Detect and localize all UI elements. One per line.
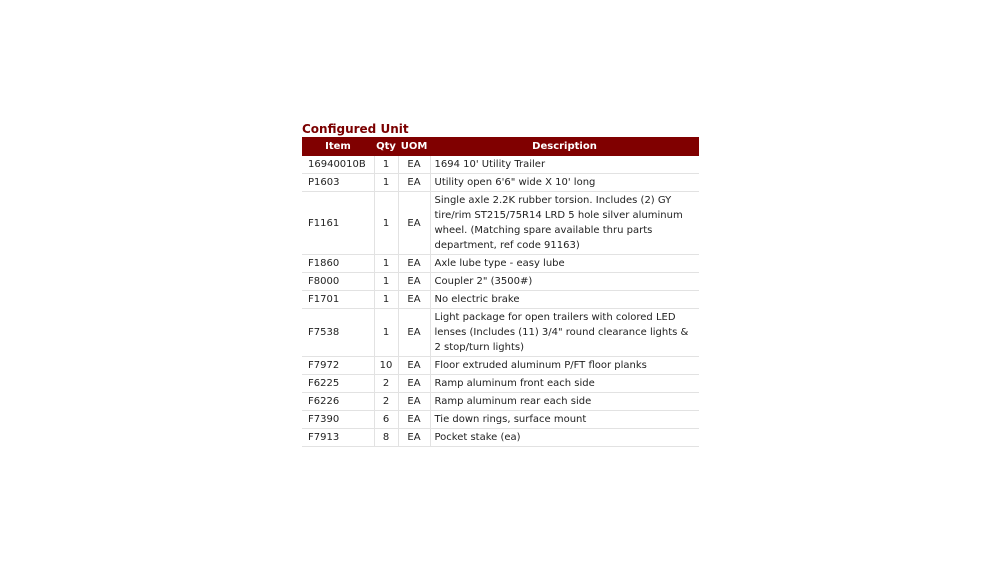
item-cell: F8000 bbox=[302, 273, 374, 291]
uom-cell: EA bbox=[398, 192, 430, 255]
item-cell: F7913 bbox=[302, 429, 374, 447]
table-row bbox=[302, 411, 699, 429]
qty-cell: 1 bbox=[374, 174, 398, 192]
description-cell: Light package for open trailers with colored LED lenses (Includes (11) 3/4" round clearance lights & 2 stop/turn lights) bbox=[430, 309, 699, 357]
column-header-qty: Qty bbox=[374, 137, 398, 156]
item-cell: F6226 bbox=[302, 393, 374, 411]
description-cell: Ramp aluminum rear each side bbox=[430, 393, 699, 411]
item-cell: 16940010B bbox=[302, 156, 374, 174]
description-cell: Utility open 6'6" wide X 10' long bbox=[430, 174, 699, 192]
table-row bbox=[302, 192, 699, 255]
description-cell: Tie down rings, surface mount bbox=[430, 411, 699, 429]
item-cell: F6225 bbox=[302, 375, 374, 393]
table-row bbox=[302, 357, 699, 375]
description-cell: Ramp aluminum front each side bbox=[430, 375, 699, 393]
item-cell: F7390 bbox=[302, 411, 374, 429]
qty-cell: 1 bbox=[374, 309, 398, 357]
uom-cell: EA bbox=[398, 357, 430, 375]
column-header-description: Description bbox=[430, 137, 699, 156]
uom-cell: EA bbox=[398, 309, 430, 357]
table-row bbox=[302, 255, 699, 273]
uom-cell: EA bbox=[398, 255, 430, 273]
table-header-row bbox=[302, 137, 699, 156]
item-cell: F1701 bbox=[302, 291, 374, 309]
column-header-item: Item bbox=[302, 137, 374, 156]
configured-unit-section bbox=[302, 121, 699, 447]
qty-cell: 1 bbox=[374, 273, 398, 291]
uom-cell: EA bbox=[398, 174, 430, 192]
qty-cell: 1 bbox=[374, 255, 398, 273]
table-row bbox=[302, 309, 699, 357]
description-cell: Floor extruded aluminum P/FT floor planks bbox=[430, 357, 699, 375]
uom-cell: EA bbox=[398, 156, 430, 174]
uom-cell: EA bbox=[398, 393, 430, 411]
qty-cell: 1 bbox=[374, 156, 398, 174]
table-row bbox=[302, 375, 699, 393]
section-title: Configured Unit bbox=[302, 122, 409, 136]
uom-cell: EA bbox=[398, 375, 430, 393]
uom-cell: EA bbox=[398, 291, 430, 309]
qty-cell: 8 bbox=[374, 429, 398, 447]
uom-cell: EA bbox=[398, 411, 430, 429]
qty-cell: 10 bbox=[374, 357, 398, 375]
qty-cell: 1 bbox=[374, 192, 398, 255]
description-cell: Axle lube type - easy lube bbox=[430, 255, 699, 273]
item-cell: F7538 bbox=[302, 309, 374, 357]
qty-cell: 2 bbox=[374, 375, 398, 393]
description-cell: No electric brake bbox=[430, 291, 699, 309]
item-cell: P1603 bbox=[302, 174, 374, 192]
uom-cell: EA bbox=[398, 429, 430, 447]
table-row bbox=[302, 174, 699, 192]
description-cell: Coupler 2" (3500#) bbox=[430, 273, 699, 291]
table-row bbox=[302, 393, 699, 411]
item-cell: F7972 bbox=[302, 357, 374, 375]
qty-cell: 1 bbox=[374, 291, 398, 309]
description-cell: 1694 10' Utility Trailer bbox=[430, 156, 699, 174]
table-row bbox=[302, 291, 699, 309]
column-header-uom: UOM bbox=[398, 137, 430, 156]
configured-unit-table bbox=[302, 137, 699, 447]
item-cell: F1860 bbox=[302, 255, 374, 273]
description-cell: Pocket stake (ea) bbox=[430, 429, 699, 447]
item-cell: F1161 bbox=[302, 192, 374, 255]
description-cell: Single axle 2.2K rubber torsion. Includes (2) GY tire/rim ST215/75R14 LRD 5 hole silver aluminum wheel. (Matching spare available thru parts department, ref code 91163) bbox=[430, 192, 699, 255]
table-row bbox=[302, 156, 699, 174]
qty-cell: 2 bbox=[374, 393, 398, 411]
uom-cell: EA bbox=[398, 273, 430, 291]
qty-cell: 6 bbox=[374, 411, 398, 429]
table-row bbox=[302, 429, 699, 447]
table-row bbox=[302, 273, 699, 291]
